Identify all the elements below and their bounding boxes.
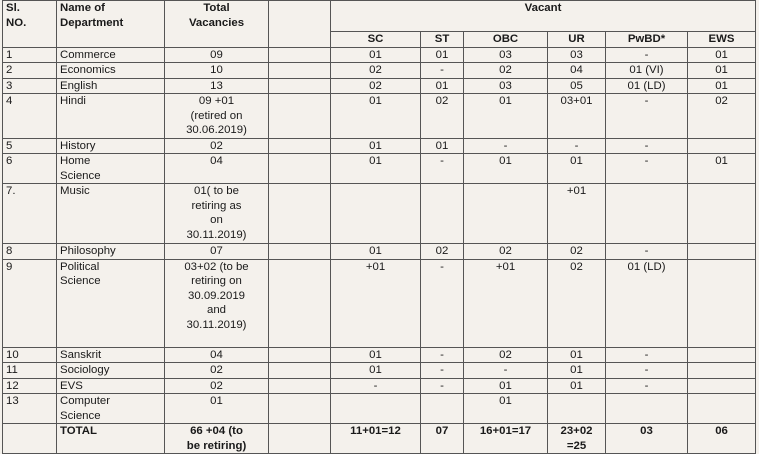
total-vacancies-cell: 04 <box>165 154 269 184</box>
total-vacancies-cell: 13 <box>165 78 269 94</box>
ews-cell <box>688 259 756 347</box>
sl-no-cell: 12 <box>3 378 57 394</box>
sl-no-cell: 1 <box>3 47 57 63</box>
ews-cell: 01 <box>688 63 756 79</box>
blank-cell <box>269 78 331 94</box>
table-row <box>3 378 756 394</box>
ews-cell: 02 <box>688 94 756 139</box>
sc-cell: 11+01=12 <box>331 424 421 454</box>
department-cell: Philosophy <box>57 244 165 260</box>
st-cell: - <box>421 363 464 379</box>
department-cell: Home Science <box>57 154 165 184</box>
blank-cell <box>269 259 331 347</box>
blank-cell <box>269 378 331 394</box>
ur-cell: 04 <box>548 63 606 79</box>
ur-cell: 01 <box>548 378 606 394</box>
pwbd-cell: - <box>606 154 688 184</box>
obc-cell: 02 <box>464 347 548 363</box>
department-cell: Commerce <box>57 47 165 63</box>
sl-no-cell: 13 <box>3 394 57 424</box>
sl-no-cell <box>3 424 57 454</box>
col-header-ews: EWS <box>688 32 756 48</box>
blank-cell <box>269 47 331 63</box>
ur-cell: 05 <box>548 78 606 94</box>
table-row <box>3 78 756 94</box>
table-row <box>3 394 756 424</box>
blank-cell <box>269 363 331 379</box>
table-row <box>3 363 756 379</box>
obc-cell: 01 <box>464 394 548 424</box>
st-cell <box>421 184 464 244</box>
header-row-1 <box>3 1 756 32</box>
total-vacancies-cell: 01( to be retiring as on 30.11.2019) <box>165 184 269 244</box>
st-cell: - <box>421 259 464 347</box>
pwbd-cell: 03 <box>606 424 688 454</box>
pwbd-cell: - <box>606 347 688 363</box>
ur-cell: 02 <box>548 244 606 260</box>
obc-cell: 01 <box>464 154 548 184</box>
ur-cell: 03+01 <box>548 94 606 139</box>
department-cell: Computer Science <box>57 394 165 424</box>
ews-cell <box>688 394 756 424</box>
table-row <box>3 184 756 244</box>
ur-cell: 23+02 =25 <box>548 424 606 454</box>
blank-cell <box>269 184 331 244</box>
blank-header-cell <box>269 1 331 48</box>
sc-cell: - <box>331 378 421 394</box>
table-row <box>3 47 756 63</box>
sl-no-cell: 3 <box>3 78 57 94</box>
blank-cell <box>269 63 331 79</box>
pwbd-cell: - <box>606 363 688 379</box>
ews-cell <box>688 378 756 394</box>
obc-cell: - <box>464 363 548 379</box>
sl-no-cell: 6 <box>3 154 57 184</box>
blank-cell <box>269 394 331 424</box>
col-header-obc: OBC <box>464 32 548 48</box>
sc-cell: +01 <box>331 259 421 347</box>
table-row <box>3 138 756 154</box>
st-cell: - <box>421 378 464 394</box>
table-row <box>3 347 756 363</box>
pwbd-cell: - <box>606 244 688 260</box>
table-row <box>3 244 756 260</box>
col-header-total-vacancies: Total Vacancies <box>165 1 269 48</box>
col-header-vacant: Vacant <box>331 1 756 32</box>
sl-no-cell: 4 <box>3 94 57 139</box>
obc-cell: 02 <box>464 63 548 79</box>
department-cell: Sociology <box>57 363 165 379</box>
ews-cell <box>688 363 756 379</box>
total-row <box>3 424 756 454</box>
ur-cell: 01 <box>548 347 606 363</box>
pwbd-cell: - <box>606 47 688 63</box>
pwbd-cell: 01 (LD) <box>606 78 688 94</box>
department-cell: Music <box>57 184 165 244</box>
sl-no-cell: 7. <box>3 184 57 244</box>
obc-cell: 01 <box>464 94 548 139</box>
st-cell: 02 <box>421 94 464 139</box>
sc-cell <box>331 394 421 424</box>
ews-cell <box>688 244 756 260</box>
blank-cell <box>269 244 331 260</box>
department-cell: EVS <box>57 378 165 394</box>
obc-cell: 02 <box>464 244 548 260</box>
ews-cell: 01 <box>688 47 756 63</box>
total-vacancies-cell: 09 +01 (retired on 30.06.2019) <box>165 94 269 139</box>
sc-cell: 01 <box>331 94 421 139</box>
st-cell: - <box>421 63 464 79</box>
total-vacancies-cell: 09 <box>165 47 269 63</box>
st-cell: - <box>421 347 464 363</box>
sl-no-cell: 5 <box>3 138 57 154</box>
department-cell: History <box>57 138 165 154</box>
obc-cell: 03 <box>464 78 548 94</box>
st-cell <box>421 394 464 424</box>
sc-cell: 01 <box>331 138 421 154</box>
ur-cell: 02 <box>548 259 606 347</box>
col-header-department: Name of Department <box>57 1 165 48</box>
pwbd-cell: - <box>606 138 688 154</box>
sl-no-cell: 8 <box>3 244 57 260</box>
obc-cell: - <box>464 138 548 154</box>
total-vacancies-cell: 03+02 (to be retiring on 30.09.2019 and 30.11.2019) <box>165 259 269 347</box>
vacancy-table <box>2 0 756 454</box>
department-cell: Hindi <box>57 94 165 139</box>
st-cell: 01 <box>421 47 464 63</box>
department-cell: Sanskrit <box>57 347 165 363</box>
obc-cell <box>464 184 548 244</box>
table-row <box>3 259 756 347</box>
col-header-st: ST <box>421 32 464 48</box>
department-cell: Political Science <box>57 259 165 347</box>
sl-no-cell: 10 <box>3 347 57 363</box>
total-vacancies-cell: 07 <box>165 244 269 260</box>
col-header-sl-no: Sl. NO. <box>3 1 57 48</box>
st-cell: 01 <box>421 78 464 94</box>
ur-cell: +01 <box>548 184 606 244</box>
st-cell: 02 <box>421 244 464 260</box>
ews-cell <box>688 138 756 154</box>
total-vacancies-cell: 04 <box>165 347 269 363</box>
ur-cell: 01 <box>548 363 606 379</box>
ews-cell: 01 <box>688 78 756 94</box>
sl-no-cell: 9 <box>3 259 57 347</box>
obc-cell: 01 <box>464 378 548 394</box>
ur-cell: - <box>548 138 606 154</box>
blank-cell <box>269 138 331 154</box>
ews-cell <box>688 184 756 244</box>
blank-cell <box>269 154 331 184</box>
ews-cell: 06 <box>688 424 756 454</box>
table-body <box>3 47 756 454</box>
st-cell: - <box>421 154 464 184</box>
blank-cell <box>269 94 331 139</box>
obc-cell: 03 <box>464 47 548 63</box>
total-vacancies-cell: 02 <box>165 363 269 379</box>
sc-cell <box>331 184 421 244</box>
ur-cell <box>548 394 606 424</box>
col-header-ur: UR <box>548 32 606 48</box>
pwbd-cell <box>606 394 688 424</box>
ur-cell: 01 <box>548 154 606 184</box>
sl-no-cell: 2 <box>3 63 57 79</box>
department-cell: English <box>57 78 165 94</box>
pwbd-cell: - <box>606 378 688 394</box>
pwbd-cell <box>606 184 688 244</box>
blank-cell <box>269 424 331 454</box>
pwbd-cell: 01 (VI) <box>606 63 688 79</box>
table-row <box>3 94 756 139</box>
total-vacancies-cell: 10 <box>165 63 269 79</box>
ews-cell: 01 <box>688 154 756 184</box>
total-vacancies-cell: 01 <box>165 394 269 424</box>
sc-cell: 02 <box>331 63 421 79</box>
obc-cell: +01 <box>464 259 548 347</box>
total-vacancies-cell: 66 +04 (to be retiring) <box>165 424 269 454</box>
table-row <box>3 63 756 79</box>
pwbd-cell: - <box>606 94 688 139</box>
table-row <box>3 154 756 184</box>
sc-cell: 01 <box>331 47 421 63</box>
sc-cell: 02 <box>331 78 421 94</box>
obc-cell: 16+01=17 <box>464 424 548 454</box>
col-header-pwbd: PwBD* <box>606 32 688 48</box>
col-header-sc: SC <box>331 32 421 48</box>
sc-cell: 01 <box>331 347 421 363</box>
sl-no-cell: 11 <box>3 363 57 379</box>
st-cell: 01 <box>421 138 464 154</box>
total-vacancies-cell: 02 <box>165 378 269 394</box>
department-cell: TOTAL <box>57 424 165 454</box>
total-vacancies-cell: 02 <box>165 138 269 154</box>
pwbd-cell: 01 (LD) <box>606 259 688 347</box>
ews-cell <box>688 347 756 363</box>
sc-cell: 01 <box>331 363 421 379</box>
sc-cell: 01 <box>331 154 421 184</box>
sc-cell: 01 <box>331 244 421 260</box>
blank-cell <box>269 347 331 363</box>
ur-cell: 03 <box>548 47 606 63</box>
department-cell: Economics <box>57 63 165 79</box>
st-cell: 07 <box>421 424 464 454</box>
